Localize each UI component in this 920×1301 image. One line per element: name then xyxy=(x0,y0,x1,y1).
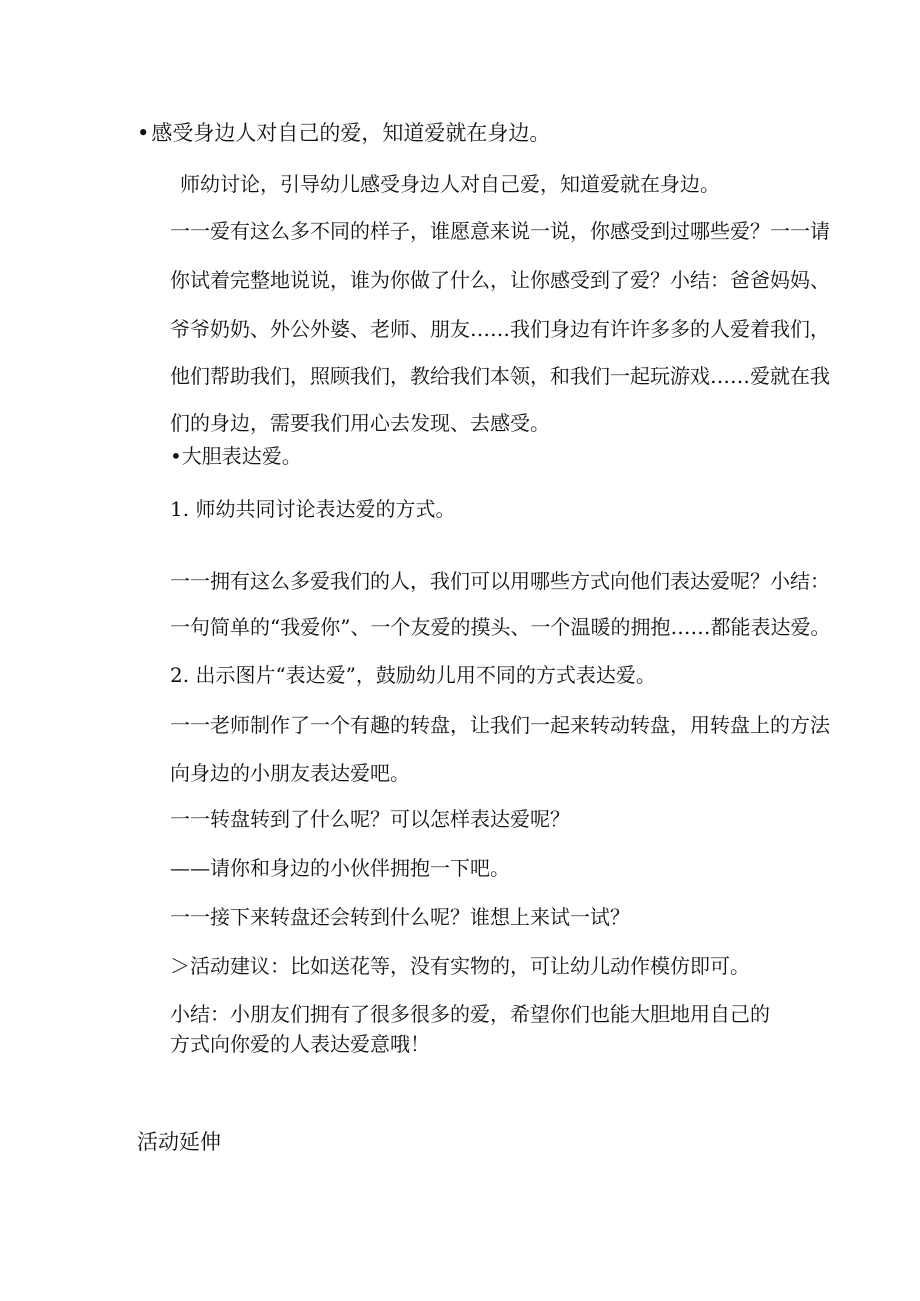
paragraph-line: 一一拥有这么多爱我们的人，我们可以用哪些方式向他们表达爱呢？小结： xyxy=(170,569,830,593)
paragraph-line: 你试着完整地说说，谁为你做了什么，让你感受到了爱？小结：爸爸妈妈、 xyxy=(170,268,830,292)
paragraph-line: 一句简单的“我爱你”、一个友爱的摸头、一个温暖的拥抱……都能表达爱。 xyxy=(170,615,831,639)
step-2-heading: 2. 出示图片“表达爱”，鼓励幼儿用不同的方式表达爱。 xyxy=(170,663,656,687)
paragraph-line: ——请你和身边的小伙伴拥抱一下吧。 xyxy=(170,856,510,880)
bullet-icon: • xyxy=(170,444,182,468)
section-heading-feel-love xyxy=(137,120,550,146)
paragraph-line: 向身边的小朋友表达爱吧。 xyxy=(170,761,410,785)
section-heading-text: 大胆表达爱。 xyxy=(181,444,302,468)
intro-paragraph: 师幼讨论，引导幼儿感受身边人对自己爱，知道爱就在身边。 xyxy=(180,172,720,196)
step-1-heading: 1. 师幼共同讨论表达爱的方式。 xyxy=(170,497,456,521)
summary-line: 方式向你爱的人表达爱意哦！ xyxy=(170,1032,430,1056)
paragraph-line: 们的身边，需要我们用心去发现、去感受。 xyxy=(170,411,550,435)
activity-suggestion: ＞活动建议：比如送花等，没有实物的，可让幼儿动作模仿即可。 xyxy=(170,954,750,978)
summary-line: 小结：小朋友们拥有了很多很多的爱，希望你们也能大胆地用自己的 xyxy=(170,1002,770,1026)
section-heading-text: 感受身边人对自己的爱，知道爱就在身边。 xyxy=(151,121,551,145)
paragraph-line: 爷爷奶奶、外公外婆、老师、朋友……我们身边有许许多多的人爱着我们， xyxy=(170,317,830,341)
section-heading-express-love xyxy=(170,444,302,468)
paragraph-line: 一一老师制作了一个有趣的转盘，让我们一起来转动转盘，用转盘上的方法 xyxy=(170,713,830,737)
paragraph-line: 他们帮助我们，照顾我们，教给我们本领，和我们一起玩游戏……爱就在我 xyxy=(170,364,830,388)
paragraph-line: 一一接下来转盘还会转到什么呢？谁想上来试一试？ xyxy=(170,905,630,929)
paragraph-line: 一一爱有这么多不同的样子，谁愿意来说一说，你感受到过哪些爱？一一请 xyxy=(170,219,830,243)
bullet-icon: • xyxy=(137,121,150,145)
section-heading-extension: 活动延伸 xyxy=(137,1130,221,1154)
paragraph-line: 一一转盘转到了什么呢？可以怎样表达爱呢？ xyxy=(170,807,570,831)
